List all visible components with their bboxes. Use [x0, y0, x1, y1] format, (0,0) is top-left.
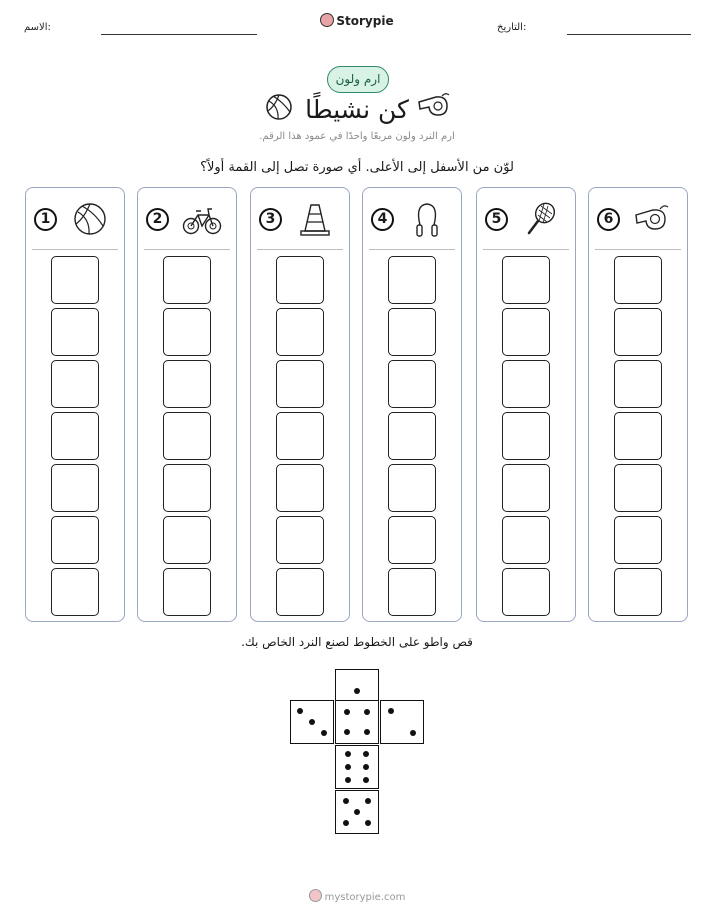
color-square[interactable]: [614, 308, 662, 356]
column-number: 1: [34, 208, 57, 231]
color-square[interactable]: [388, 412, 436, 460]
dice-pip: [345, 764, 351, 770]
color-square[interactable]: [51, 464, 99, 512]
color-square[interactable]: [163, 464, 211, 512]
color-square[interactable]: [502, 308, 550, 356]
column-1: [25, 187, 125, 622]
color-square[interactable]: [276, 308, 324, 356]
traffic-cone-icon: [295, 201, 335, 237]
dice-pip: [365, 798, 371, 804]
dice-pip: [388, 708, 394, 714]
dice-pip: [363, 764, 369, 770]
column-divider: [483, 249, 569, 250]
column-6: [588, 187, 688, 622]
column-divider: [369, 249, 455, 250]
column-number: 2: [146, 208, 169, 231]
color-square[interactable]: [51, 256, 99, 304]
color-square[interactable]: [51, 412, 99, 460]
bicycle-icon: [182, 201, 222, 237]
subtitle: ارم النرد ولون مربعًا واحدًا في عمود هذا الرقم.: [259, 131, 455, 142]
dice-pip: [364, 709, 370, 715]
color-square[interactable]: [51, 516, 99, 564]
color-square[interactable]: [51, 360, 99, 408]
name-label: الاسم:: [24, 22, 51, 33]
brand-name: Storypie: [336, 14, 394, 28]
date-line[interactable]: [567, 34, 691, 35]
color-square[interactable]: [502, 516, 550, 564]
column-number: 6: [597, 208, 620, 231]
color-square[interactable]: [163, 568, 211, 616]
tennis-racket-icon: [521, 201, 561, 237]
color-square[interactable]: [163, 412, 211, 460]
jump-rope-icon: [407, 201, 447, 237]
dice-face-3: [290, 700, 334, 744]
color-square[interactable]: [276, 412, 324, 460]
color-square[interactable]: [163, 360, 211, 408]
column-number: 4: [371, 208, 394, 231]
color-square[interactable]: [276, 516, 324, 564]
bear-logo-icon: [320, 13, 334, 27]
color-square[interactable]: [51, 568, 99, 616]
color-square[interactable]: [163, 308, 211, 356]
color-square[interactable]: [502, 256, 550, 304]
dice-pip: [345, 751, 351, 757]
whistle-icon: [633, 201, 673, 237]
bear-logo-icon: [309, 889, 322, 902]
dice-pip: [354, 809, 360, 815]
color-square[interactable]: [502, 412, 550, 460]
dice-pip: [363, 777, 369, 783]
page-title: كن نشيطًا: [305, 95, 409, 124]
color-square[interactable]: [276, 568, 324, 616]
dice-pip: [410, 730, 416, 736]
color-square[interactable]: [276, 464, 324, 512]
color-square[interactable]: [502, 464, 550, 512]
color-square[interactable]: [388, 360, 436, 408]
dice-pip: [354, 688, 360, 694]
dice-pip: [343, 820, 349, 826]
column-5: [476, 187, 576, 622]
color-square[interactable]: [388, 256, 436, 304]
brand-logo: [0, 13, 714, 28]
instruction: لوّن من الأسفل إلى الأعلى. أي صورة تصل إلى القمة أولاً؟: [200, 160, 514, 175]
color-square[interactable]: [388, 308, 436, 356]
roll-color-tag: ارم ولون: [327, 66, 389, 93]
beach-ball-icon: [70, 201, 110, 237]
color-square[interactable]: [51, 308, 99, 356]
color-square[interactable]: [614, 256, 662, 304]
dice-pip: [297, 708, 303, 714]
dice-face-2: [380, 700, 424, 744]
dice-pip: [321, 730, 327, 736]
color-square[interactable]: [614, 360, 662, 408]
whistle-title-icon: [416, 92, 450, 118]
name-line[interactable]: [101, 34, 257, 35]
color-square[interactable]: [163, 256, 211, 304]
dice-pip: [364, 729, 370, 735]
dice-face-5: [335, 790, 379, 834]
column-divider: [595, 249, 681, 250]
color-square[interactable]: [276, 360, 324, 408]
column-number: 5: [485, 208, 508, 231]
date-label: التاريخ:: [497, 22, 527, 33]
column-divider: [257, 249, 343, 250]
color-square[interactable]: [614, 412, 662, 460]
footer: [0, 889, 714, 903]
color-square[interactable]: [614, 516, 662, 564]
color-square[interactable]: [388, 568, 436, 616]
color-square[interactable]: [614, 568, 662, 616]
color-square[interactable]: [388, 464, 436, 512]
cut-instruction: قص واطو على الخطوط لصنع النرد الخاص بك.: [241, 635, 473, 649]
column-number: 3: [259, 208, 282, 231]
dice-pip: [345, 777, 351, 783]
dice-face-6: [335, 745, 379, 789]
dice-pip: [344, 729, 350, 735]
dice-face-4: [335, 700, 379, 744]
column-3: [250, 187, 350, 622]
dice-pip: [344, 709, 350, 715]
dice-pip: [365, 820, 371, 826]
column-divider: [144, 249, 230, 250]
column-4: [362, 187, 462, 622]
column-2: [137, 187, 237, 622]
color-square[interactable]: [276, 256, 324, 304]
dice-net: [290, 669, 426, 835]
dice-pip: [309, 719, 315, 725]
dice-pip: [343, 798, 349, 804]
color-square[interactable]: [502, 568, 550, 616]
dice-pip: [363, 751, 369, 757]
color-square[interactable]: [614, 464, 662, 512]
color-square[interactable]: [502, 360, 550, 408]
footer-url[interactable]: mystorypie.com: [324, 892, 406, 903]
color-square[interactable]: [163, 516, 211, 564]
color-square[interactable]: [388, 516, 436, 564]
column-divider: [32, 249, 118, 250]
